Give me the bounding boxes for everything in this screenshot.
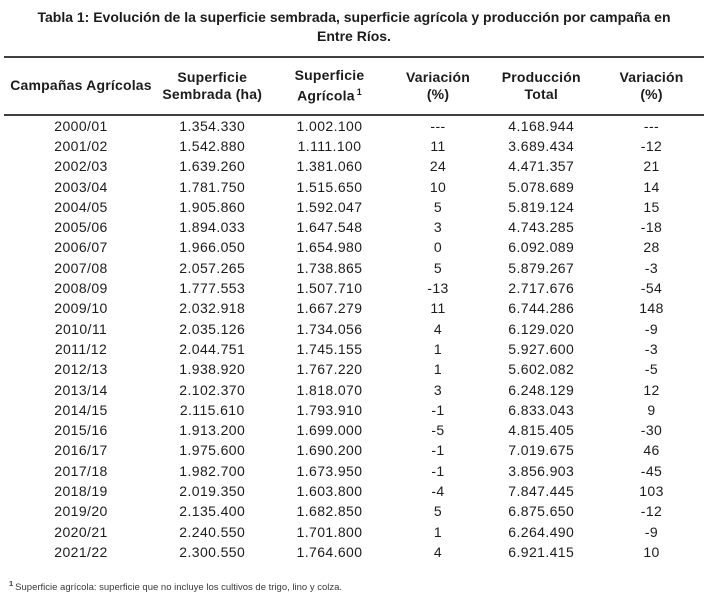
- table-row: [4, 258, 704, 278]
- table-row: [4, 542, 704, 562]
- cell-variacion-superficie: 5: [433, 259, 443, 276]
- table-row: [4, 156, 704, 176]
- cell-superficie-sembrada: 2.300.550: [179, 543, 246, 560]
- cell-variacion-superficie: 5: [433, 198, 443, 215]
- cell-variacion-produccion: -45: [640, 462, 663, 479]
- cell-superficie-agricola: 1.667.279: [296, 300, 363, 317]
- cell-superficie-agricola: 1.738.865: [296, 259, 363, 276]
- cell-variacion-produccion: -5: [644, 361, 659, 378]
- cell-superficie-agricola: 1.764.600: [296, 543, 363, 560]
- cell-superficie-sembrada: 1.354.330: [179, 117, 246, 134]
- table-row: [4, 420, 704, 440]
- table-row: [4, 136, 704, 156]
- cell-produccion-total: 4.471.357: [508, 158, 575, 175]
- data-table: [4, 56, 704, 562]
- cell-variacion-superficie: 4: [433, 543, 443, 560]
- cell-superficie-agricola: 1.002.100: [296, 117, 363, 134]
- cell-superficie-agricola: 1.793.910: [296, 401, 363, 418]
- cell-produccion-total: 3.689.434: [508, 137, 575, 154]
- cell-variacion-superficie: 10: [429, 178, 447, 195]
- cell-campaign: 2013/14: [54, 381, 108, 398]
- cell-superficie-agricola: 1.701.800: [296, 523, 363, 540]
- cell-superficie-sembrada: 2.044.751: [179, 340, 246, 357]
- cell-campaign: 2012/13: [54, 361, 108, 378]
- cell-produccion-total: 6.092.089: [508, 239, 575, 256]
- header-superficie-sembrada: [158, 57, 267, 115]
- header-line: Producción: [501, 68, 581, 85]
- header-variacion-superficie: [393, 57, 484, 115]
- cell-variacion-produccion: 10: [643, 543, 660, 560]
- table-row: [4, 501, 704, 521]
- cell-variacion-superficie: -5: [431, 422, 445, 439]
- cell-superficie-sembrada: 1.975.600: [179, 442, 246, 459]
- table-body: [4, 115, 704, 563]
- cell-campaign: 2000/01: [54, 117, 108, 134]
- cell-campaign: 2014/15: [54, 401, 108, 418]
- cell-variacion-produccion: 28: [643, 239, 660, 256]
- cell-variacion-produccion: 12: [643, 381, 660, 398]
- header-line: Sembrada (ha): [162, 85, 263, 102]
- table-row: [4, 522, 704, 542]
- cell-variacion-superficie: -1: [431, 462, 445, 479]
- cell-campaign: 2017/18: [54, 462, 108, 479]
- cell-superficie-sembrada: 1.966.050: [179, 239, 246, 256]
- cell-variacion-superficie: 11: [430, 300, 446, 317]
- cell-superficie-agricola: 1.515.650: [296, 178, 363, 195]
- cell-campaign: 2016/17: [54, 442, 108, 459]
- header-campaign: [4, 57, 158, 115]
- cell-produccion-total: 6.833.043: [508, 401, 575, 418]
- cell-produccion-total: 6.264.490: [508, 523, 575, 540]
- table-row: [4, 380, 704, 400]
- cell-superficie-agricola: 1.734.056: [296, 320, 363, 337]
- cell-superficie-agricola: 1.507.710: [296, 280, 363, 297]
- cell-produccion-total: 4.743.285: [508, 219, 575, 236]
- cell-superficie-sembrada: 1.894.033: [179, 219, 246, 236]
- cell-campaign: 2005/06: [54, 219, 108, 236]
- table-row: [4, 319, 704, 339]
- cell-superficie-sembrada: 1.781.750: [179, 178, 246, 195]
- cell-variacion-produccion: 46: [643, 442, 660, 459]
- cell-variacion-superficie: 1: [433, 523, 443, 540]
- cell-variacion-superficie: 0: [433, 239, 443, 256]
- table-row: [4, 481, 704, 501]
- cell-produccion-total: 7.019.675: [508, 442, 575, 459]
- cell-produccion-total: 3.856.903: [508, 462, 575, 479]
- cell-variacion-superficie: 1: [433, 340, 443, 357]
- cell-superficie-sembrada: 1.982.700: [179, 462, 246, 479]
- table-row: [4, 339, 704, 359]
- table-row: [4, 217, 704, 237]
- table-row: [4, 461, 704, 481]
- cell-superficie-sembrada: 1.777.553: [179, 280, 246, 297]
- cell-superficie-agricola: 1.818.070: [296, 381, 363, 398]
- cell-superficie-sembrada: 1.639.260: [179, 158, 246, 175]
- cell-superficie-sembrada: 1.542.880: [179, 137, 246, 154]
- cell-produccion-total: 6.129.020: [508, 320, 575, 337]
- header-line: Variación: [619, 68, 684, 85]
- cell-superficie-agricola: 1.654.980: [296, 239, 363, 256]
- cell-superficie-sembrada: 2.135.400: [179, 503, 246, 520]
- table-title-line1: Tabla 1: Evolución de la superficie sembrada, superficie agrícola y producción por campaña en: [37, 9, 671, 25]
- cell-variacion-produccion: -54: [640, 280, 663, 297]
- header-line: Variación: [405, 68, 471, 85]
- cell-campaign: 2009/10: [54, 300, 108, 317]
- cell-variacion-produccion: -9: [644, 523, 659, 540]
- cell-campaign: 2004/05: [54, 198, 108, 215]
- cell-variacion-produccion: 21: [643, 158, 660, 175]
- cell-superficie-sembrada: 2.057.265: [179, 259, 246, 276]
- cell-superficie-agricola: 1.682.850: [296, 503, 363, 520]
- cell-superficie-sembrada: 2.019.350: [179, 483, 246, 499]
- cell-campaign: 2010/11: [54, 320, 108, 337]
- cell-superficie-agricola: 1.603.800: [296, 483, 363, 499]
- header-line: Agrícola: [297, 87, 355, 104]
- cell-variacion-superficie: -1: [431, 401, 445, 418]
- cell-campaign: 2021/22: [54, 543, 108, 560]
- cell-superficie-agricola: 1.592.047: [296, 198, 363, 215]
- cell-campaign: 2006/07: [54, 239, 108, 256]
- cell-variacion-superficie: -4: [431, 483, 445, 499]
- cell-variacion-superficie: 24: [429, 158, 447, 175]
- header-line: (%): [640, 85, 663, 102]
- table-row: [4, 298, 704, 318]
- cell-campaign: 2002/03: [54, 158, 108, 175]
- cell-superficie-agricola: 1.699.000: [296, 422, 363, 439]
- cell-superficie-agricola: 1.690.200: [296, 442, 363, 459]
- cell-campaign: 2019/20: [54, 503, 108, 520]
- table-row: [4, 440, 704, 460]
- header-line: Total: [524, 85, 558, 102]
- cell-produccion-total: 6.744.286: [508, 300, 575, 317]
- cell-superficie-sembrada: 1.905.860: [179, 198, 246, 215]
- footnote-marker-superscript: 1: [356, 87, 362, 97]
- cell-variacion-produccion: -3: [644, 340, 659, 357]
- cell-produccion-total: 6.875.650: [508, 503, 575, 520]
- footnote: [9, 577, 704, 594]
- cell-superficie-sembrada: 2.102.370: [179, 381, 246, 398]
- header-line: Superficie: [294, 67, 365, 83]
- cell-produccion-total: 2.717.676: [508, 280, 575, 297]
- header-produccion-total: [484, 57, 600, 115]
- cell-variacion-produccion: 14: [643, 178, 660, 195]
- header-line: Superficie: [177, 68, 248, 85]
- cell-variacion-superficie: 3: [433, 381, 443, 398]
- cell-superficie-agricola: 1.745.155: [296, 340, 363, 357]
- cell-superficie-sembrada: 2.035.126: [179, 320, 246, 337]
- cell-variacion-produccion: -12: [640, 137, 663, 154]
- cell-variacion-superficie: 11: [430, 137, 446, 154]
- cell-superficie-sembrada: 2.240.550: [179, 523, 246, 540]
- cell-variacion-superficie: -1: [431, 442, 445, 459]
- cell-campaign: 2003/04: [54, 178, 108, 195]
- cell-variacion-produccion: -18: [640, 219, 663, 236]
- header-superficie-agricola: [267, 57, 393, 115]
- header-line: (%): [426, 85, 450, 102]
- cell-superficie-sembrada: 1.913.200: [179, 422, 246, 439]
- cell-variacion-produccion: -9: [644, 320, 659, 337]
- cell-campaign: 2018/19: [54, 483, 108, 499]
- cell-variacion-superficie: 5: [433, 503, 443, 520]
- cell-variacion-superficie: 4: [433, 320, 443, 337]
- cell-variacion-produccion: -3: [644, 259, 659, 276]
- cell-superficie-sembrada: 1.938.920: [179, 361, 246, 378]
- table-title-line2: Entre Ríos.: [317, 28, 391, 44]
- cell-produccion-total: 4.168.944: [508, 117, 575, 134]
- cell-campaign: 2020/21: [54, 523, 108, 540]
- cell-produccion-total: 5.927.600: [508, 340, 575, 357]
- table-row: [4, 237, 704, 257]
- table-row: [4, 197, 704, 217]
- cell-variacion-produccion: 15: [643, 198, 660, 215]
- footnote-marker: 1: [9, 579, 14, 589]
- footnote-text: Superficie agrícola: superficie que no incluye los cultivos de trigo, lino y colza.: [15, 582, 343, 594]
- cell-variacion-produccion: 103: [639, 483, 664, 499]
- cell-produccion-total: 6.921.415: [508, 543, 575, 560]
- header-row: [4, 57, 704, 115]
- cell-produccion-total: 5.819.124: [508, 198, 575, 215]
- cell-superficie-sembrada: 2.032.918: [179, 300, 246, 317]
- cell-variacion-superficie: 3: [433, 219, 443, 236]
- cell-superficie-agricola: 1.381.060: [296, 158, 363, 175]
- table-title: [4, 8, 704, 46]
- cell-superficie-agricola: 1.673.950: [296, 462, 363, 479]
- cell-produccion-total: 5.879.267: [508, 259, 575, 276]
- cell-variacion-produccion: 9: [647, 401, 656, 418]
- header-variacion-produccion: [599, 57, 704, 115]
- cell-campaign: 2007/08: [54, 259, 108, 276]
- cell-campaign: 2011/12: [54, 340, 108, 357]
- table-row: [4, 115, 704, 136]
- table-row: [4, 177, 704, 197]
- cell-campaign: 2015/16: [54, 422, 108, 439]
- cell-variacion-superficie: 1: [433, 361, 443, 378]
- cell-superficie-sembrada: 2.115.610: [179, 401, 245, 418]
- table-row: [4, 278, 704, 298]
- cell-variacion-superficie: ---: [430, 117, 446, 134]
- cell-superficie-agricola: 1.767.220: [296, 361, 363, 378]
- cell-campaign: 2001/02: [54, 137, 108, 154]
- table-row: [4, 359, 704, 379]
- cell-produccion-total: 5.078.689: [508, 178, 575, 195]
- cell-campaign: 2008/09: [54, 280, 108, 297]
- cell-produccion-total: 6.248.129: [508, 381, 575, 398]
- cell-variacion-produccion: -12: [640, 503, 663, 520]
- cell-produccion-total: 4.815.405: [508, 422, 575, 439]
- header-campaign-label: Campañas Agrícolas: [10, 77, 152, 94]
- cell-superficie-agricola: 1.111.100: [297, 137, 362, 154]
- cell-variacion-produccion: -30: [640, 422, 663, 439]
- cell-variacion-superficie: -13: [427, 280, 449, 297]
- cell-superficie-agricola: 1.647.548: [296, 219, 363, 236]
- cell-variacion-produccion: ---: [643, 117, 660, 134]
- cell-produccion-total: 5.602.082: [508, 361, 575, 378]
- cell-variacion-produccion: 148: [639, 300, 664, 317]
- cell-produccion-total: 7.847.445: [508, 483, 575, 499]
- table-row: [4, 400, 704, 420]
